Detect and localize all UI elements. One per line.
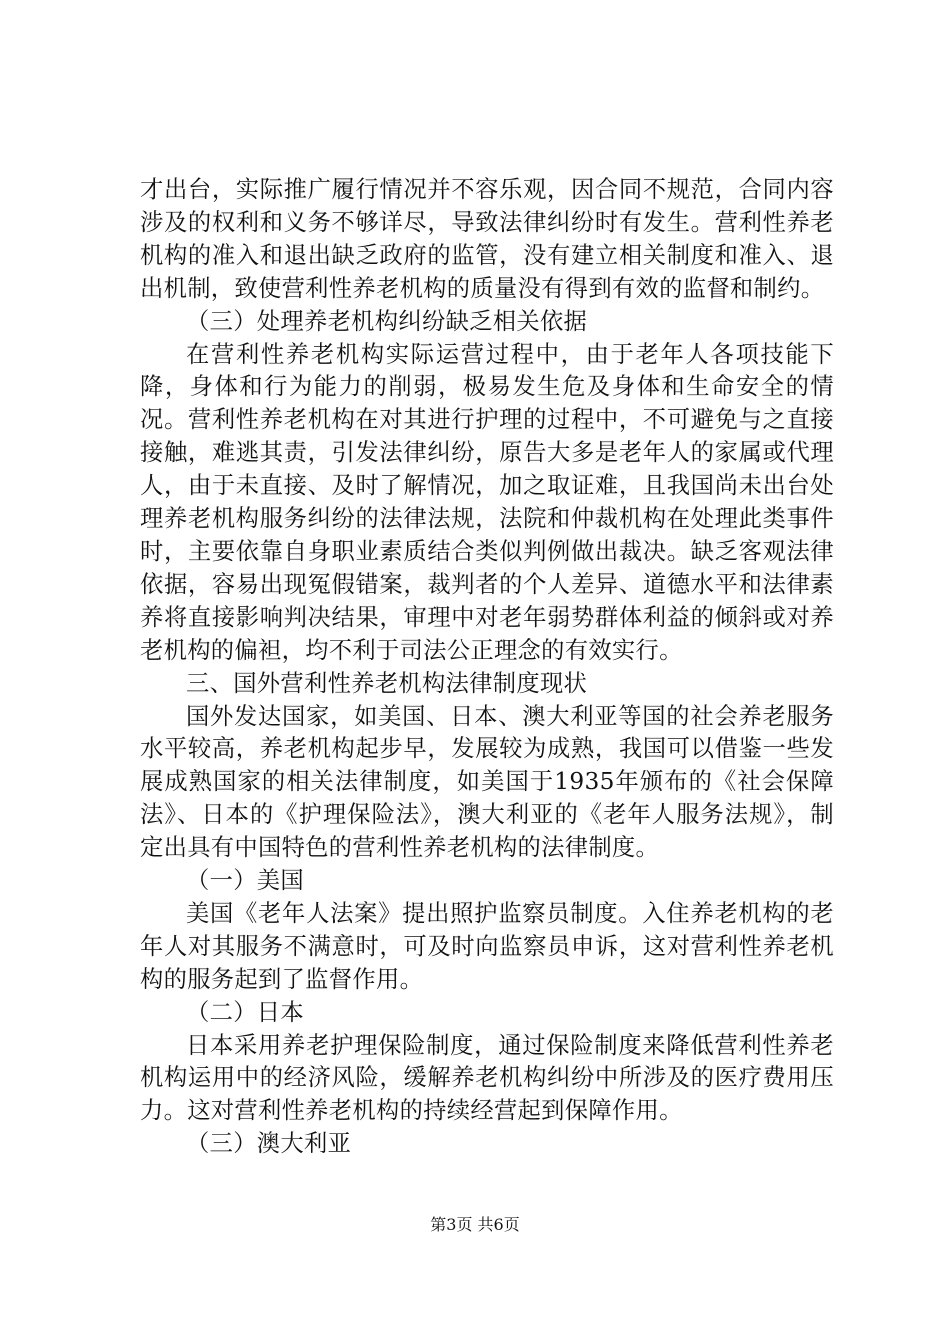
paragraph-foreign-overview: 国外发达国家，如美国、日本、澳大利亚等国的社会养老服务水平较高，养老机构起步早，发展较为成熟，我国可以借鉴一些发展成熟国家的相关法律制度，如美国于1935年颁布的《社会保障法》、日本的《护理保险法》，澳大利亚的《老年人服务法规》，制定出具有中国特色的营利性养老机构的法律制度。 (140, 702, 834, 862)
paragraph-japan: 日本采用养老护理保险制度，通过保险制度来降低营利性养老机构运用中的经济风险，缓解养老机构纠纷中所涉及的医疗费用压力。这对营利性养老机构的持续经营起到保障作用。 (140, 1031, 834, 1125)
section-heading-3: （三）处理养老机构纠纷缺乏相关依据 (186, 307, 588, 335)
chapter-heading-foreign-law: 三、国外营利性养老机构法律制度现状 (186, 669, 588, 697)
document-body (140, 174, 834, 1161)
paragraph-continuation: 才出台，实际推广履行情况并不容乐观，因合同不规范，合同内容涉及的权利和义务不够详尽，导致法律纠纷时有发生。营利性养老机构的准入和退出缺乏政府的监管，没有建立相关制度和准入、退出机制，致使营利性养老机构的质量没有得到有效的监督和制约。 (140, 176, 834, 302)
section-heading-australia: （三）澳大利亚 (186, 1130, 352, 1158)
section-heading-usa: （一）美国 (186, 867, 304, 895)
page-footer: 第3页 共6页 (430, 1215, 520, 1234)
paragraph-dispute-basis: 在营利性养老机构实际运营过程中，由于老年人各项技能下降，身体和行为能力的削弱，极易发生危及身体和生命安全的情况。营利性养老机构在对其进行护理的过程中，不可避免与之直接接触，难逃其责，引发法律纠纷，原告大多是老年人的家属或代理人，由于未直接、及时了解情况，加之取证难，且我国尚未出台处理养老机构服务纠纷的法律法规，法院和仲裁机构在处理此类事件时，主要依靠自身职业素质结合类似判例做出裁决。缺乏客观法律依据，容易出现冤假错案，裁判者的个人差异、道德水平和法律素养将直接影响判决结果，审理中对老年弱势群体利益的倾斜或对养老机构的偏袒，均不利于司法公正理念的有效实行。 (140, 340, 834, 664)
section-heading-japan: （二）日本 (186, 998, 304, 1026)
paragraph-usa: 美国《老年人法案》提出照护监察员制度。入住养老机构的老年人对其服务不满意时，可及时向监察员申诉，这对营利性养老机构的服务起到了监督作用。 (140, 899, 834, 993)
